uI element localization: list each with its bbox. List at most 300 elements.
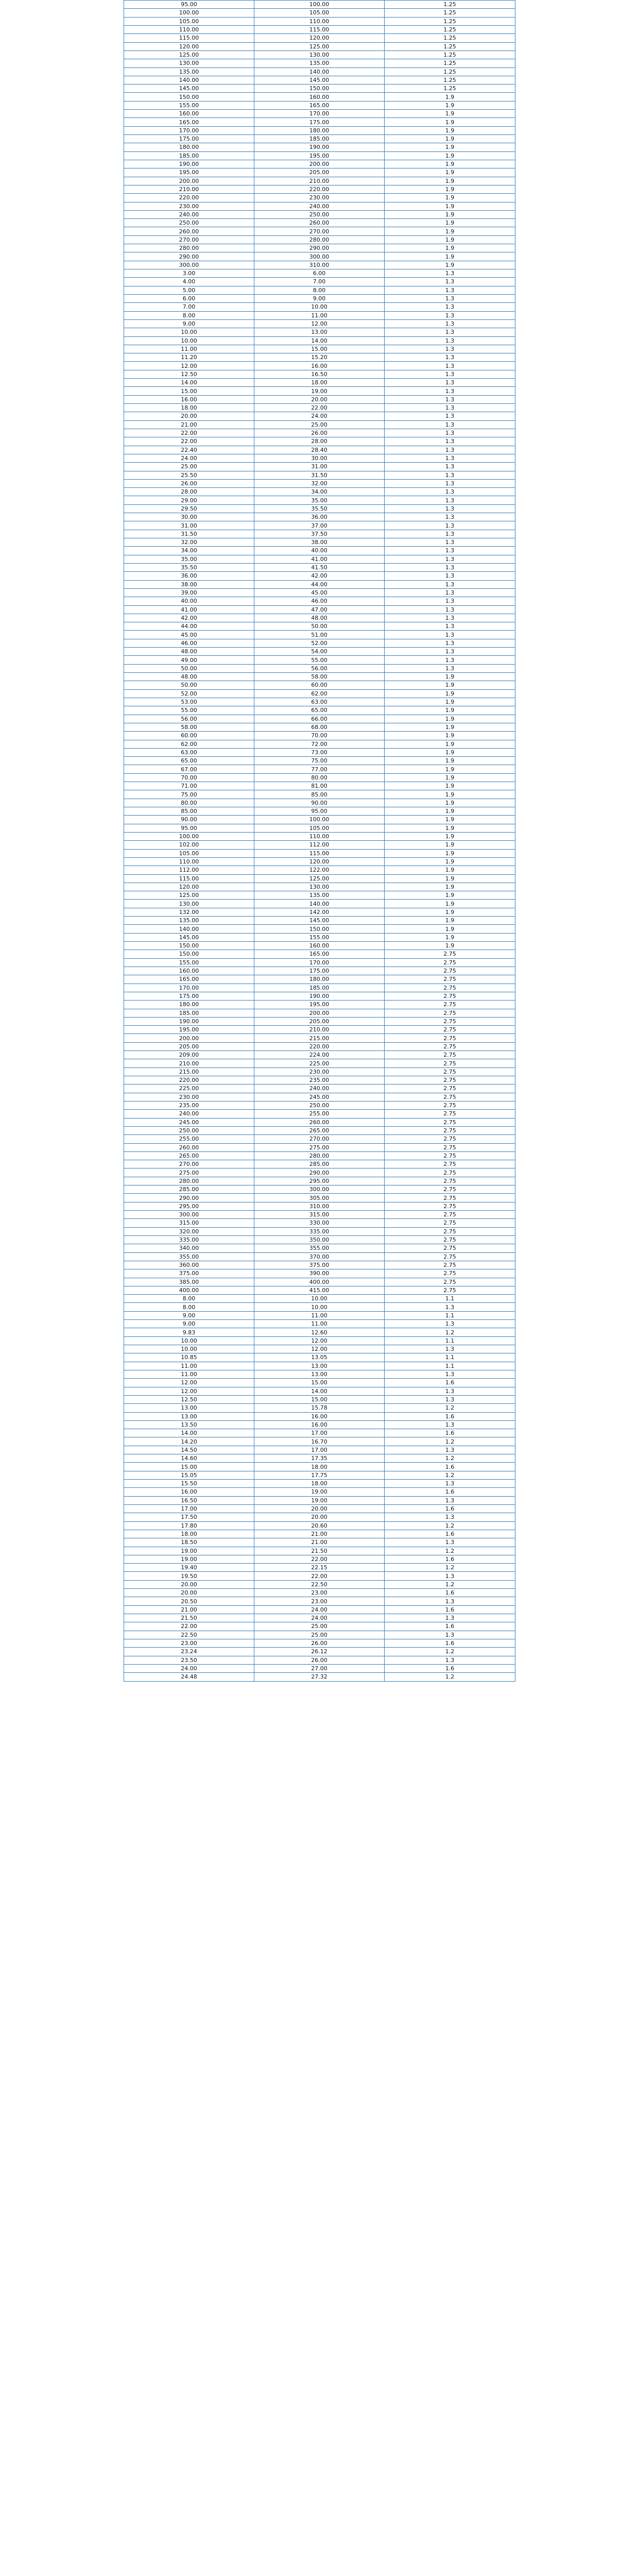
outer-diameter-cell: 205.00 [254, 1017, 385, 1025]
outer-diameter-cell: 290.00 [254, 244, 385, 252]
inner-diameter-cell: 46.00 [124, 639, 254, 647]
table-row [124, 1051, 515, 1059]
thickness-cell: 1.3 [385, 597, 515, 605]
inner-diameter-cell: 30.00 [124, 513, 254, 521]
inner-diameter-cell: 150.00 [124, 950, 254, 958]
outer-diameter-cell: 210.00 [254, 1026, 385, 1034]
table-row [124, 42, 515, 50]
outer-diameter-cell: 112.00 [254, 841, 385, 849]
outer-diameter-cell: 115.00 [254, 25, 385, 33]
inner-diameter-cell: 52.00 [124, 689, 254, 698]
outer-diameter-cell: 16.00 [254, 362, 385, 370]
inner-diameter-cell: 55.00 [124, 706, 254, 715]
table-row [124, 244, 515, 252]
table-row [124, 740, 515, 748]
table-row [124, 673, 515, 681]
table-row [124, 597, 515, 605]
outer-diameter-cell: 8.00 [254, 286, 385, 294]
thickness-cell: 2.75 [385, 1118, 515, 1126]
thickness-cell: 1.9 [385, 219, 515, 227]
thickness-cell: 1.3 [385, 547, 515, 555]
outer-diameter-cell: 32.00 [254, 479, 385, 487]
table-row [124, 975, 515, 984]
inner-diameter-cell: 28.00 [124, 488, 254, 496]
table-row [124, 412, 515, 420]
outer-diameter-cell: 145.00 [254, 76, 385, 84]
outer-diameter-cell: 330.00 [254, 1219, 385, 1227]
inner-diameter-cell: 13.00 [124, 1404, 254, 1412]
thickness-cell: 1.3 [385, 1370, 515, 1378]
outer-diameter-cell: 280.00 [254, 1151, 385, 1160]
table-row [124, 454, 515, 462]
thickness-cell: 1.9 [385, 689, 515, 698]
thickness-cell: 1.6 [385, 1488, 515, 1496]
table-row [124, 135, 515, 143]
inner-diameter-cell: 20.00 [124, 1589, 254, 1597]
outer-diameter-cell: 115.00 [254, 849, 385, 857]
table-row [124, 25, 515, 33]
inner-diameter-cell: 95.00 [124, 1, 254, 9]
inner-diameter-cell: 10.85 [124, 1353, 254, 1362]
table-row [124, 1135, 515, 1143]
table-row [124, 479, 515, 487]
table-row [124, 1168, 515, 1177]
table-row [124, 143, 515, 151]
table-row [124, 1353, 515, 1362]
inner-diameter-cell: 15.50 [124, 1480, 254, 1488]
thickness-cell: 1.1 [385, 1336, 515, 1345]
table-row [124, 252, 515, 261]
table-row [124, 261, 515, 269]
thickness-cell: 1.9 [385, 160, 515, 168]
outer-diameter-cell: 150.00 [254, 84, 385, 93]
outer-diameter-cell: 130.00 [254, 50, 385, 59]
outer-diameter-cell: 270.00 [254, 227, 385, 235]
outer-diameter-cell: 38.00 [254, 538, 385, 547]
inner-diameter-cell: 14.20 [124, 1437, 254, 1446]
thickness-cell: 1.6 [385, 1555, 515, 1563]
inner-diameter-cell: 180.00 [124, 143, 254, 151]
outer-diameter-cell: 415.00 [254, 1286, 385, 1294]
inner-diameter-cell: 295.00 [124, 1202, 254, 1210]
inner-diameter-cell: 115.00 [124, 34, 254, 42]
thickness-cell: 1.3 [385, 563, 515, 571]
outer-diameter-cell: 24.00 [254, 412, 385, 420]
inner-diameter-cell: 200.00 [124, 1034, 254, 1042]
outer-diameter-cell: 36.00 [254, 513, 385, 521]
thickness-cell: 1.9 [385, 942, 515, 950]
thickness-cell: 1.6 [385, 1639, 515, 1647]
thickness-cell: 1.2 [385, 1437, 515, 1446]
inner-diameter-cell: 62.00 [124, 740, 254, 748]
inner-diameter-cell: 11.00 [124, 1370, 254, 1378]
inner-diameter-cell: 225.00 [124, 1084, 254, 1093]
thickness-cell: 2.75 [385, 1017, 515, 1025]
outer-diameter-cell: 390.00 [254, 1269, 385, 1278]
thickness-cell: 1.9 [385, 849, 515, 857]
inner-diameter-cell: 67.00 [124, 765, 254, 773]
outer-diameter-cell: 58.00 [254, 673, 385, 681]
thickness-cell: 1.9 [385, 194, 515, 202]
outer-diameter-cell: 7.00 [254, 278, 385, 286]
table-row [124, 1067, 515, 1076]
outer-diameter-cell: 105.00 [254, 9, 385, 17]
thickness-cell: 1.3 [385, 1597, 515, 1605]
table-row [124, 950, 515, 958]
table-row [124, 1042, 515, 1050]
table-row [124, 336, 515, 345]
outer-diameter-cell: 195.00 [254, 1001, 385, 1009]
thickness-cell: 2.75 [385, 1110, 515, 1118]
table-row [124, 1555, 515, 1563]
table-row [124, 76, 515, 84]
thickness-cell: 1.3 [385, 479, 515, 487]
thickness-cell: 1.3 [385, 294, 515, 302]
thickness-cell: 1.9 [385, 93, 515, 101]
outer-diameter-cell: 255.00 [254, 1110, 385, 1118]
outer-diameter-cell: 30.00 [254, 454, 385, 462]
inner-diameter-cell: 375.00 [124, 1269, 254, 1278]
outer-diameter-cell: 18.00 [254, 379, 385, 387]
thickness-cell: 1.2 [385, 1521, 515, 1530]
table-row [124, 1278, 515, 1286]
thickness-cell: 1.9 [385, 143, 515, 151]
inner-diameter-cell: 110.00 [124, 857, 254, 866]
inner-diameter-cell: 70.00 [124, 773, 254, 782]
inner-diameter-cell: 12.50 [124, 370, 254, 378]
table-row [124, 715, 515, 723]
table-row [124, 151, 515, 160]
thickness-cell: 1.2 [385, 1404, 515, 1412]
outer-diameter-cell: 315.00 [254, 1211, 385, 1219]
outer-diameter-cell: 27.32 [254, 1673, 385, 1681]
inner-diameter-cell: 29.00 [124, 496, 254, 504]
outer-diameter-cell: 24.00 [254, 1614, 385, 1622]
table-row [124, 631, 515, 639]
outer-diameter-cell: 350.00 [254, 1235, 385, 1244]
table-row [124, 900, 515, 908]
table-row [124, 1143, 515, 1151]
thickness-cell: 1.3 [385, 555, 515, 563]
thickness-cell: 1.6 [385, 1412, 515, 1420]
table-row [124, 933, 515, 941]
outer-diameter-cell: 11.00 [254, 1311, 385, 1319]
table-row [124, 1622, 515, 1631]
table-row [124, 942, 515, 950]
outer-diameter-cell: 75.00 [254, 757, 385, 765]
thickness-cell: 1.3 [385, 286, 515, 294]
thickness-cell: 1.9 [385, 261, 515, 269]
outer-diameter-cell: 26.00 [254, 1639, 385, 1647]
thickness-cell: 1.9 [385, 807, 515, 816]
table-row [124, 328, 515, 336]
inner-diameter-cell: 24.00 [124, 454, 254, 462]
table-row [124, 1295, 515, 1303]
inner-diameter-cell: 10.00 [124, 1345, 254, 1353]
table-body [124, 1, 515, 1682]
table-row [124, 521, 515, 530]
inner-diameter-cell: 385.00 [124, 1278, 254, 1286]
outer-diameter-cell: 224.00 [254, 1051, 385, 1059]
thickness-cell: 1.1 [385, 1311, 515, 1319]
thickness-cell: 1.3 [385, 420, 515, 429]
table-row [124, 93, 515, 101]
table-row [124, 1387, 515, 1395]
outer-diameter-cell: 62.00 [254, 689, 385, 698]
table-row [124, 1084, 515, 1093]
table-row [124, 1648, 515, 1656]
table-row [124, 101, 515, 109]
thickness-cell: 1.6 [385, 1379, 515, 1387]
thickness-cell: 1.6 [385, 1622, 515, 1631]
outer-diameter-cell: 80.00 [254, 773, 385, 782]
outer-diameter-cell: 15.00 [254, 1395, 385, 1403]
outer-diameter-cell: 120.00 [254, 34, 385, 42]
table-row [124, 1504, 515, 1513]
thickness-cell: 1.2 [385, 1648, 515, 1656]
inner-diameter-cell: 355.00 [124, 1252, 254, 1261]
inner-diameter-cell: 170.00 [124, 126, 254, 134]
thickness-cell: 2.75 [385, 1219, 515, 1227]
inner-diameter-cell: 21.00 [124, 1605, 254, 1614]
inner-diameter-cell: 130.00 [124, 59, 254, 67]
outer-diameter-cell: 240.00 [254, 1084, 385, 1093]
outer-diameter-cell: 41.50 [254, 563, 385, 571]
thickness-cell: 1.3 [385, 370, 515, 378]
table-row [124, 1572, 515, 1580]
inner-diameter-cell: 22.50 [124, 1631, 254, 1639]
outer-diameter-cell: 81.00 [254, 782, 385, 790]
outer-diameter-cell: 260.00 [254, 219, 385, 227]
outer-diameter-cell: 28.40 [254, 446, 385, 454]
table-row [124, 1513, 515, 1521]
table-row [124, 849, 515, 857]
inner-diameter-cell: 240.00 [124, 210, 254, 218]
table-row [124, 286, 515, 294]
inner-diameter-cell: 21.50 [124, 1614, 254, 1622]
thickness-cell: 1.9 [385, 706, 515, 715]
inner-diameter-cell: 35.00 [124, 555, 254, 563]
inner-diameter-cell: 29.50 [124, 504, 254, 513]
outer-diameter-cell: 20.00 [254, 1504, 385, 1513]
outer-diameter-cell: 180.00 [254, 126, 385, 134]
inner-diameter-cell: 90.00 [124, 816, 254, 824]
outer-diameter-cell: 122.00 [254, 866, 385, 874]
thickness-cell: 2.75 [385, 992, 515, 1000]
inner-diameter-cell: 8.00 [124, 1303, 254, 1311]
inner-diameter-cell: 20.50 [124, 1597, 254, 1605]
thickness-cell: 1.3 [385, 1572, 515, 1580]
outer-diameter-cell: 15.00 [254, 1379, 385, 1387]
thickness-cell: 2.75 [385, 1278, 515, 1286]
outer-diameter-cell: 34.00 [254, 488, 385, 496]
thickness-cell: 1.9 [385, 151, 515, 160]
table-row [124, 1605, 515, 1614]
inner-diameter-cell: 315.00 [124, 1219, 254, 1227]
thickness-cell: 1.3 [385, 362, 515, 370]
thickness-cell: 1.9 [385, 824, 515, 832]
table-row [124, 614, 515, 622]
outer-diameter-cell: 13.00 [254, 328, 385, 336]
gasket-size-table [124, 0, 515, 1682]
thickness-cell: 1.25 [385, 59, 515, 67]
outer-diameter-cell: 50.00 [254, 622, 385, 631]
outer-diameter-cell: 73.00 [254, 748, 385, 756]
thickness-cell: 1.3 [385, 454, 515, 462]
inner-diameter-cell: 195.00 [124, 1026, 254, 1034]
thickness-cell: 1.9 [385, 715, 515, 723]
table-row [124, 1160, 515, 1168]
thickness-cell: 2.75 [385, 1076, 515, 1084]
thickness-cell: 1.3 [385, 572, 515, 580]
inner-diameter-cell: 17.80 [124, 1521, 254, 1530]
outer-diameter-cell: 85.00 [254, 790, 385, 799]
thickness-cell: 1.3 [385, 319, 515, 328]
inner-diameter-cell: 215.00 [124, 1067, 254, 1076]
outer-diameter-cell: 37.00 [254, 521, 385, 530]
thickness-cell: 2.75 [385, 1101, 515, 1109]
inner-diameter-cell: 185.00 [124, 151, 254, 160]
inner-diameter-cell: 300.00 [124, 261, 254, 269]
inner-diameter-cell: 11.20 [124, 353, 254, 362]
thickness-cell: 2.75 [385, 1269, 515, 1278]
table-row [124, 1311, 515, 1319]
thickness-cell: 1.9 [385, 732, 515, 740]
outer-diameter-cell: 160.00 [254, 93, 385, 101]
thickness-cell: 1.3 [385, 639, 515, 647]
inner-diameter-cell: 9.00 [124, 319, 254, 328]
outer-diameter-cell: 19.00 [254, 387, 385, 395]
outer-diameter-cell: 19.00 [254, 1488, 385, 1496]
inner-diameter-cell: 195.00 [124, 168, 254, 177]
outer-diameter-cell: 125.00 [254, 42, 385, 50]
inner-diameter-cell: 25.00 [124, 463, 254, 471]
table-row [124, 1303, 515, 1311]
table-row [124, 1101, 515, 1109]
thickness-cell: 1.3 [385, 395, 515, 403]
outer-diameter-cell: 100.00 [254, 816, 385, 824]
thickness-cell: 1.3 [385, 269, 515, 278]
inner-diameter-cell: 13.50 [124, 1420, 254, 1429]
outer-diameter-cell: 12.00 [254, 1336, 385, 1345]
table-row [124, 555, 515, 563]
inner-diameter-cell: 53.00 [124, 698, 254, 706]
table-row [124, 1211, 515, 1219]
table-row [124, 504, 515, 513]
table-row [124, 395, 515, 403]
outer-diameter-cell: 310.00 [254, 261, 385, 269]
thickness-cell: 1.3 [385, 353, 515, 362]
table-row [124, 1521, 515, 1530]
outer-diameter-cell: 18.00 [254, 1463, 385, 1471]
inner-diameter-cell: 19.00 [124, 1555, 254, 1563]
thickness-cell: 1.9 [385, 748, 515, 756]
outer-diameter-cell: 21.50 [254, 1547, 385, 1555]
inner-diameter-cell: 35.50 [124, 563, 254, 571]
thickness-cell: 1.3 [385, 588, 515, 597]
outer-diameter-cell: 12.00 [254, 1345, 385, 1353]
inner-diameter-cell: 22.00 [124, 1622, 254, 1631]
thickness-cell: 1.6 [385, 1664, 515, 1672]
table-row [124, 1261, 515, 1269]
thickness-cell: 1.9 [385, 773, 515, 782]
table-row [124, 1639, 515, 1647]
inner-diameter-cell: 320.00 [124, 1227, 254, 1235]
inner-diameter-cell: 14.00 [124, 1429, 254, 1437]
thickness-cell: 1.25 [385, 1, 515, 9]
outer-diameter-cell: 22.00 [254, 1555, 385, 1563]
inner-diameter-cell: 115.00 [124, 874, 254, 883]
thickness-cell: 1.9 [385, 874, 515, 883]
table-row [124, 185, 515, 193]
inner-diameter-cell: 250.00 [124, 219, 254, 227]
thickness-cell: 1.9 [385, 832, 515, 840]
table-row [124, 1471, 515, 1479]
thickness-cell: 1.9 [385, 790, 515, 799]
outer-diameter-cell: 170.00 [254, 958, 385, 967]
thickness-cell: 2.75 [385, 1042, 515, 1050]
thickness-cell: 1.25 [385, 84, 515, 93]
table-row [124, 1488, 515, 1496]
outer-diameter-cell: 310.00 [254, 1202, 385, 1210]
thickness-cell: 1.6 [385, 1589, 515, 1597]
table-row [124, 799, 515, 807]
inner-diameter-cell: 9.00 [124, 1311, 254, 1319]
thickness-cell: 1.9 [385, 202, 515, 210]
outer-diameter-cell: 11.00 [254, 311, 385, 319]
inner-diameter-cell: 160.00 [124, 967, 254, 975]
table-row [124, 1463, 515, 1471]
inner-diameter-cell: 200.00 [124, 177, 254, 185]
table-row [124, 168, 515, 177]
outer-diameter-cell: 175.00 [254, 118, 385, 126]
thickness-cell: 1.9 [385, 235, 515, 244]
thickness-cell: 1.9 [385, 900, 515, 908]
table-row [124, 1446, 515, 1454]
outer-diameter-cell: 285.00 [254, 1160, 385, 1168]
thickness-cell: 1.3 [385, 488, 515, 496]
inner-diameter-cell: 12.00 [124, 362, 254, 370]
inner-diameter-cell: 270.00 [124, 235, 254, 244]
outer-diameter-cell: 15.00 [254, 345, 385, 353]
table-row [124, 1664, 515, 1672]
inner-diameter-cell: 19.40 [124, 1564, 254, 1572]
inner-diameter-cell: 16.00 [124, 1488, 254, 1496]
thickness-cell: 1.3 [385, 1513, 515, 1521]
table-row [124, 857, 515, 866]
table-row [124, 1437, 515, 1446]
thickness-cell: 1.3 [385, 379, 515, 387]
outer-diameter-cell: 66.00 [254, 715, 385, 723]
table-row [124, 387, 515, 395]
outer-diameter-cell: 22.00 [254, 1572, 385, 1580]
outer-diameter-cell: 70.00 [254, 732, 385, 740]
thickness-cell: 1.9 [385, 118, 515, 126]
outer-diameter-cell: 20.00 [254, 1513, 385, 1521]
table-row [124, 1017, 515, 1025]
table-row [124, 841, 515, 849]
thickness-cell: 1.3 [385, 1614, 515, 1622]
inner-diameter-cell: 31.50 [124, 530, 254, 538]
outer-diameter-cell: 16.00 [254, 1420, 385, 1429]
table-row [124, 580, 515, 588]
inner-diameter-cell: 17.50 [124, 1513, 254, 1521]
table-row [124, 379, 515, 387]
thickness-cell: 1.2 [385, 1328, 515, 1336]
inner-diameter-cell: 145.00 [124, 933, 254, 941]
inner-diameter-cell: 48.00 [124, 648, 254, 656]
table-row [124, 59, 515, 67]
